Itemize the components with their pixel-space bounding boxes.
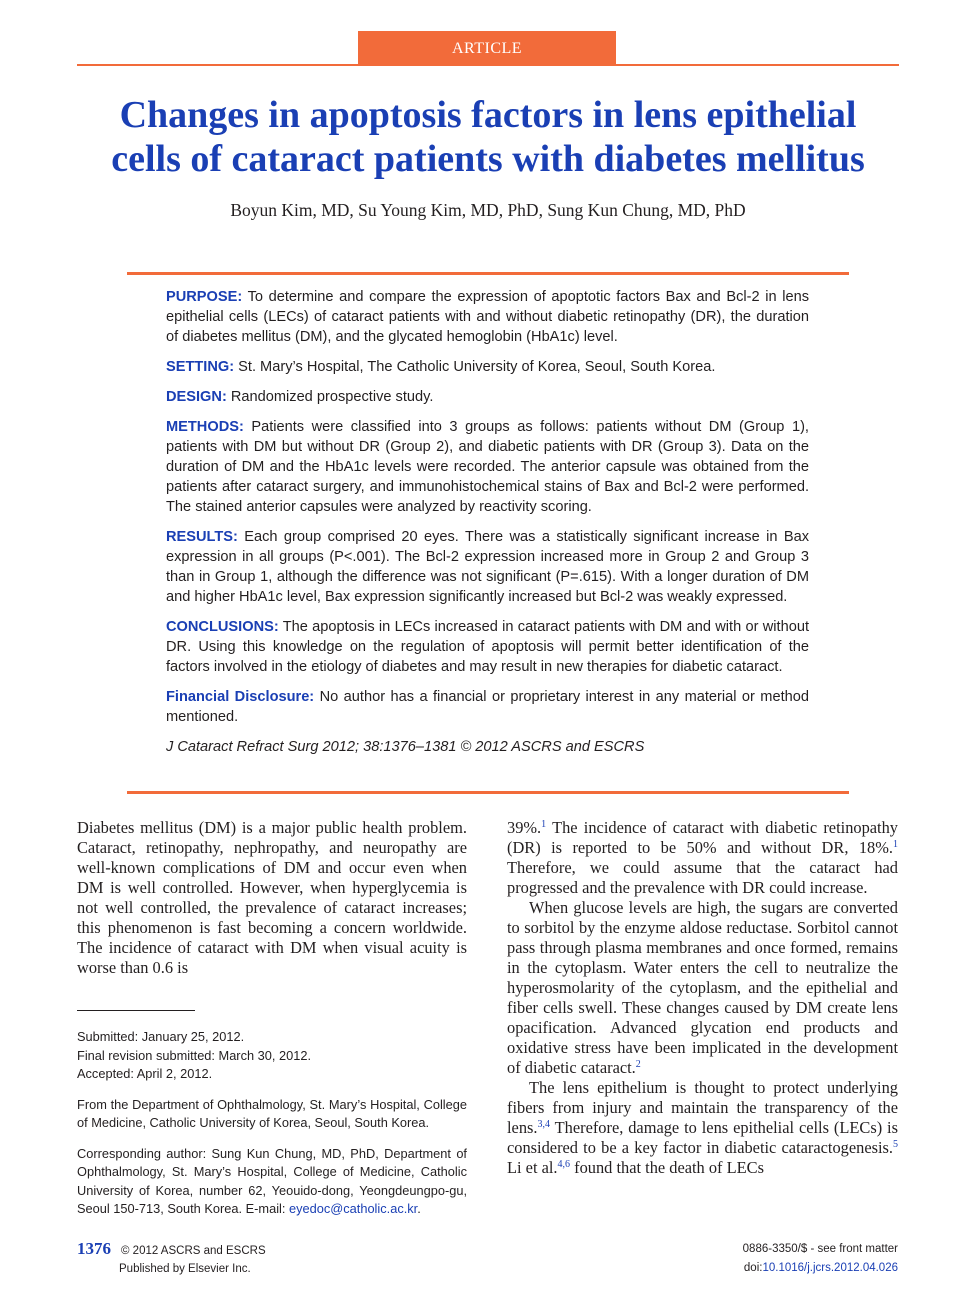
journal-citation: J Cataract Refract Surg 2012; 38:1376–1381 © 2012 ASCRS and ESCRS — [166, 739, 645, 755]
results-text: Each group comprised 20 eyes. There was a statistically significant increase in Bax expression in all groups (P<.001). The Bcl-2 expression increased more in Group 2 and Group 3 than in Group 1, although the difference was not significant (P=.615). With a longer duration of DM and higher HbA1c level, Bax expression significantly increased but Bcl-2 was weakly expressed. — [166, 529, 809, 605]
doi — [743, 1259, 898, 1278]
abstract-results — [166, 527, 809, 607]
design-text: Randomized prospective study. — [226, 389, 434, 405]
abstract-purpose — [166, 287, 809, 347]
body-paragraph — [507, 1078, 898, 1178]
header-rule — [77, 64, 899, 66]
corresponding-text: Corresponding author: Sung Kun Chung, MD, PhD, Department of Ophthalmology, St. Mary’s Hospital, College of Medicine, Catholic University of Korea, number 62, Yeouido-dong, Yeongdeungpo-gu, Seoul 150-713, South Korea. E-mail: — [77, 1145, 467, 1216]
financial-label: Financial Disclosure: — [166, 689, 315, 705]
body-paragraph: Diabetes mellitus (DM) is a major public health problem. Cataract, retinopathy, nephropathy, and neuropathy are well-known complications of DM and occur even when DM is well controlled. However, when hyperglycemia is not well controlled, the prevalence of cataract increases; this phenomenon is fast becoming a concern worldwide. The incidence of cataract with DM when visual acuity is worse than 0.6 is — [77, 818, 467, 977]
purpose-label: PURPOSE: — [166, 289, 243, 305]
body-text: Li et al. — [507, 1158, 558, 1177]
reference-link[interactable]: 4,6 — [557, 1159, 571, 1170]
body-text: Therefore, we could assume that the cataract had progressed and the prevalence with DR could increase. — [507, 858, 898, 897]
abstract-financial — [166, 687, 809, 727]
results-label: RESULTS: — [166, 529, 238, 545]
abstract-conclusions — [166, 617, 809, 677]
abstract-top-rule — [127, 272, 849, 275]
body-text: When glucose levels are high, the sugars are converted to sorbitol by the enzyme aldose reductase. Sorbitol cannot pass through plasma membranes and once formed, remains in the cytoplasm. Water enters the cell to neutralize the hyperosmolarity of the cytoplasm, and the epithelial and fiber cells swell. These changes caused by DM create lens opacification. Advanced glycation end products and oxidative stress have been implicated in the development of diabetic cataract. — [507, 898, 898, 1077]
financial-text: No author has a financial or proprietary interest in any material or method mentioned. — [166, 689, 809, 725]
publisher: Published by Elsevier Inc. — [119, 1263, 251, 1275]
email-link[interactable]: eyedoc@catholic.ac.kr — [289, 1201, 418, 1216]
body-text: The incidence of cataract with diabetic retinopathy (DR) is reported to be 50% and without DR, 18%. — [507, 818, 898, 857]
author-list: Boyun Kim, MD, Su Young Kim, MD, PhD, Sung Kun Chung, MD, PhD — [230, 200, 746, 220]
body-column-left — [77, 818, 467, 978]
title-line-1: Changes in apoptosis factors in lens epithelial — [119, 94, 857, 136]
body-text: 39%. — [507, 818, 542, 837]
design-label: DESIGN: — [166, 389, 227, 405]
footnotes — [77, 1028, 467, 1219]
abstract-setting — [166, 357, 809, 377]
abstract-methods — [166, 417, 809, 517]
doi-label: doi: — [743, 1261, 763, 1274]
body-paragraph — [507, 818, 898, 898]
reference-link[interactable]: 1 — [541, 819, 547, 830]
purpose-text: To determine and compare the expression of apoptotic factors Bax and Bcl-2 in lens epithelial cells (LECs) of cataract patients with and without diabetic retinopathy (DR), the duration of diabetes mellitus (DM), and the glycated hemoglobin (HbA1c) level. — [166, 289, 809, 345]
methods-label: METHODS: — [166, 419, 244, 435]
reference-link[interactable]: 2 — [635, 1059, 641, 1070]
submitted-date: Submitted: January 25, 2012. — [77, 1029, 245, 1044]
footnote-rule — [77, 1010, 195, 1011]
corresponding-author — [77, 1145, 467, 1219]
body-text: found that the death of LECs — [570, 1158, 764, 1177]
reference-link[interactable]: 3,4 — [537, 1119, 551, 1130]
final-revision-date: Final revision submitted: March 30, 2012. — [77, 1047, 312, 1063]
body-text: The lens epithelium is thought to protect underlying fibers from injury and maintain the transparency of the lens. — [507, 1078, 898, 1137]
footer-left — [77, 1240, 266, 1278]
conclusions-label: CONCLUSIONS: — [166, 619, 279, 635]
abstract-bottom-rule — [127, 791, 849, 794]
article-title — [60, 93, 916, 181]
body-column-right — [507, 818, 898, 1178]
accepted-date: Accepted: April 2, 2012. — [77, 1066, 213, 1081]
body-text: Therefore, damage to lens epithelial cells (LECs) is considered to be a key factor in diabetic cataractogenesis. — [507, 1118, 898, 1157]
conclusions-text: The apoptosis in LECs increased in cataract patients with DM and with or without DR. Using this knowledge on the regulation of apoptosis will permit better identification of the factors involved in the etiology of diabetes and may result in new therapies for diabetic cataract. — [166, 619, 809, 675]
abstract — [166, 287, 809, 767]
section-tab: ARTICLE — [358, 31, 616, 65]
copyright: © 2012 ASCRS and ESCRS — [121, 1245, 266, 1257]
corresponding-end: . — [417, 1201, 421, 1216]
abstract-design — [166, 387, 809, 407]
reference-link[interactable]: 1 — [893, 839, 898, 850]
doi-link[interactable]: 10.1016/j.jcrs.2012.04.026 — [762, 1261, 898, 1274]
page-number: 1376 — [77, 1239, 111, 1258]
reference-link[interactable]: 5 — [893, 1139, 898, 1150]
affiliation: From the Department of Ophthalmology, St. Mary’s Hospital, College of Medicine, Catholic University of Korea, Seoul, South Korea. — [77, 1096, 467, 1130]
issn: 0886-3350/$ - see front matter — [742, 1243, 898, 1255]
title-line-2: cells of cataract patients with diabetes mellitus — [111, 138, 865, 180]
body-paragraph — [507, 898, 898, 1078]
setting-label: SETTING: — [166, 359, 235, 375]
methods-text: Patients were classified into 3 groups as follows: patients without DM (Group 1), patients with DM but without DR (Group 2), and diabetic patients with DR (Group 3). Data on the duration of DM and the HbA1c levels were recorded. The anterior capsule was obtained from the patients after cataract surgery, and immunohistochemical stains of Bax and Bcl-2 were performed. The stained anterior capsules were analyzed by reactivity scoring. — [166, 419, 809, 515]
setting-text: St. Mary’s Hospital, The Catholic University of Korea, Seoul, South Korea. — [234, 359, 716, 375]
footer-right — [743, 1240, 898, 1277]
